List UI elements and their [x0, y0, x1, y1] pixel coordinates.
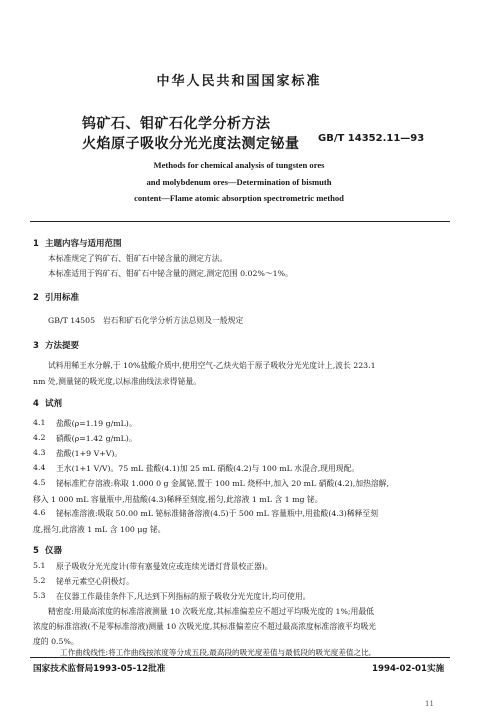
- item-text: 铋标准贮存溶液:称取 1.000 0 g 金属铋,置于 100 mL 烧杯中,加入 20 mL 硝酸(4.2),加热溶解,: [56, 479, 389, 488]
- approval-date: 国家技术监督局1993-05-12批准: [33, 664, 166, 674]
- item-number: 4.3: [33, 448, 46, 457]
- section-title: 方法提要: [45, 341, 80, 351]
- title-zh-line1: 钨矿石、钼矿石化学分析方法: [82, 116, 271, 132]
- item-text: 原子吸收分光光度计(带有塞曼效应或连续光谱灯背景校正器)。: [56, 562, 273, 571]
- reference-item: GB/T 14505 岩石和矿石化学分析方法总则及一般规定: [48, 316, 244, 325]
- paragraph: 本标准规定了钨矿石、钼矿石中铋含量的测定方法。: [48, 254, 228, 263]
- item-text: 盐酸(ρ=1.19 g/mL)。: [56, 419, 137, 428]
- section-number: 1: [33, 239, 39, 249]
- item-text: 王水(1+1 V/V)。75 mL 盐酸(4.1)加 25 mL 硝酸(4.2)与 100 mL 水混合,现用现配。: [56, 464, 360, 473]
- section-title: 仪器: [45, 546, 63, 556]
- item-text: 盐酸(1+9 V+V)。: [56, 449, 123, 458]
- paragraph: 工作曲线线性:将工作曲线按浓度等分成五段,最高段的吸光度差值与最低段的吸光度差值之比,: [60, 648, 372, 657]
- item-number: 4.4: [33, 463, 46, 472]
- paragraph-continued: 度的 0.5%。: [33, 637, 79, 646]
- item-number: 4.5: [33, 478, 46, 487]
- item-text: 在仪器工作最佳条件下,凡达到下列指标的原子吸收分光光度计,均可使用。: [56, 592, 311, 601]
- title-zh-line2: 火焰原子吸收分光光度法测定铋量: [82, 136, 300, 152]
- item-number: 5.3: [33, 591, 46, 600]
- page-number: 11: [425, 700, 434, 708]
- section-heading-4: [33, 397, 62, 409]
- paragraph-continued: 浓度的标准溶液(不是零标准溶液)测量 10 次吸光度,其标准偏差应不超过最高浓度标准溶液平均吸光: [33, 622, 377, 631]
- item-number: 4.2: [33, 433, 46, 442]
- section-title: 试剂: [45, 399, 63, 409]
- item-number: 4.1: [33, 418, 46, 427]
- section-heading-5: [33, 544, 62, 556]
- section-heading-2: [33, 291, 79, 303]
- section-number: 2: [33, 293, 39, 303]
- section-number: 4: [33, 399, 39, 409]
- item-text: 铋单元素空心阴极灯。: [56, 577, 134, 586]
- section-number: 3: [33, 341, 39, 351]
- issuer-title: 中华人民共和国国家标准: [156, 74, 322, 89]
- section-number: 5: [33, 546, 39, 556]
- paragraph: 试料用稀王水分解,于 10%盐酸介质中,使用空气-乙炔火焰于原子吸收分光光度计上,波长 223.1: [48, 361, 376, 370]
- title-en-line3: content—Flame atomic absorption spectrometric method: [134, 193, 344, 203]
- paragraph: 本标准适用于钨矿石、钼矿石中铋含量的测定,测定范围 0.02%～1%。: [48, 269, 293, 278]
- section-title: 主题内容与适用范围: [45, 239, 122, 249]
- item-number: 5.2: [33, 576, 46, 585]
- implementation-date: 1994-02-01实施: [372, 664, 445, 674]
- item-text-continued: 度,摇匀,此溶液 1 mL 含 100 μg 铋。: [33, 525, 166, 534]
- section-heading-3: [33, 339, 79, 351]
- paragraph: 精密度:用最高浓度的标准溶液测量 10 次吸光度,其标准偏差应不超过平均吸光度的 1%;用最低: [48, 607, 374, 616]
- item-text: 铋标准溶液:吸取 50.00 mL 铋标准储备溶液(4.5)于 500 mL 容量瓶中,用盐酸(4.3)稀释至刻: [56, 509, 379, 518]
- item-text: 硝酸(ρ=1.42 g/mL)。: [56, 434, 137, 443]
- title-divider: [30, 221, 450, 222]
- item-number: 5.1: [33, 561, 46, 570]
- section-title: 引用标准: [45, 293, 80, 303]
- section-heading-1: [33, 237, 122, 249]
- title-en-line1: Methods for chemical analysis of tungsten ores: [153, 160, 325, 170]
- standard-number: GB/T 14352.11—93: [318, 133, 425, 144]
- title-en-line2: and molybdenum ores—Determination of bismuth: [146, 177, 332, 187]
- footer-divider: [30, 657, 450, 658]
- item-number: 4.6: [33, 508, 46, 517]
- item-text-continued: 移入 1 000 mL 容量瓶中,用盐酸(4.3)稀释至刻度,摇匀,此溶液 1 mL 含 1 mg 铋。: [33, 495, 323, 504]
- paragraph-continued: nm 处,测量铋的吸光度,以标准曲线法求得铋量。: [33, 377, 201, 386]
